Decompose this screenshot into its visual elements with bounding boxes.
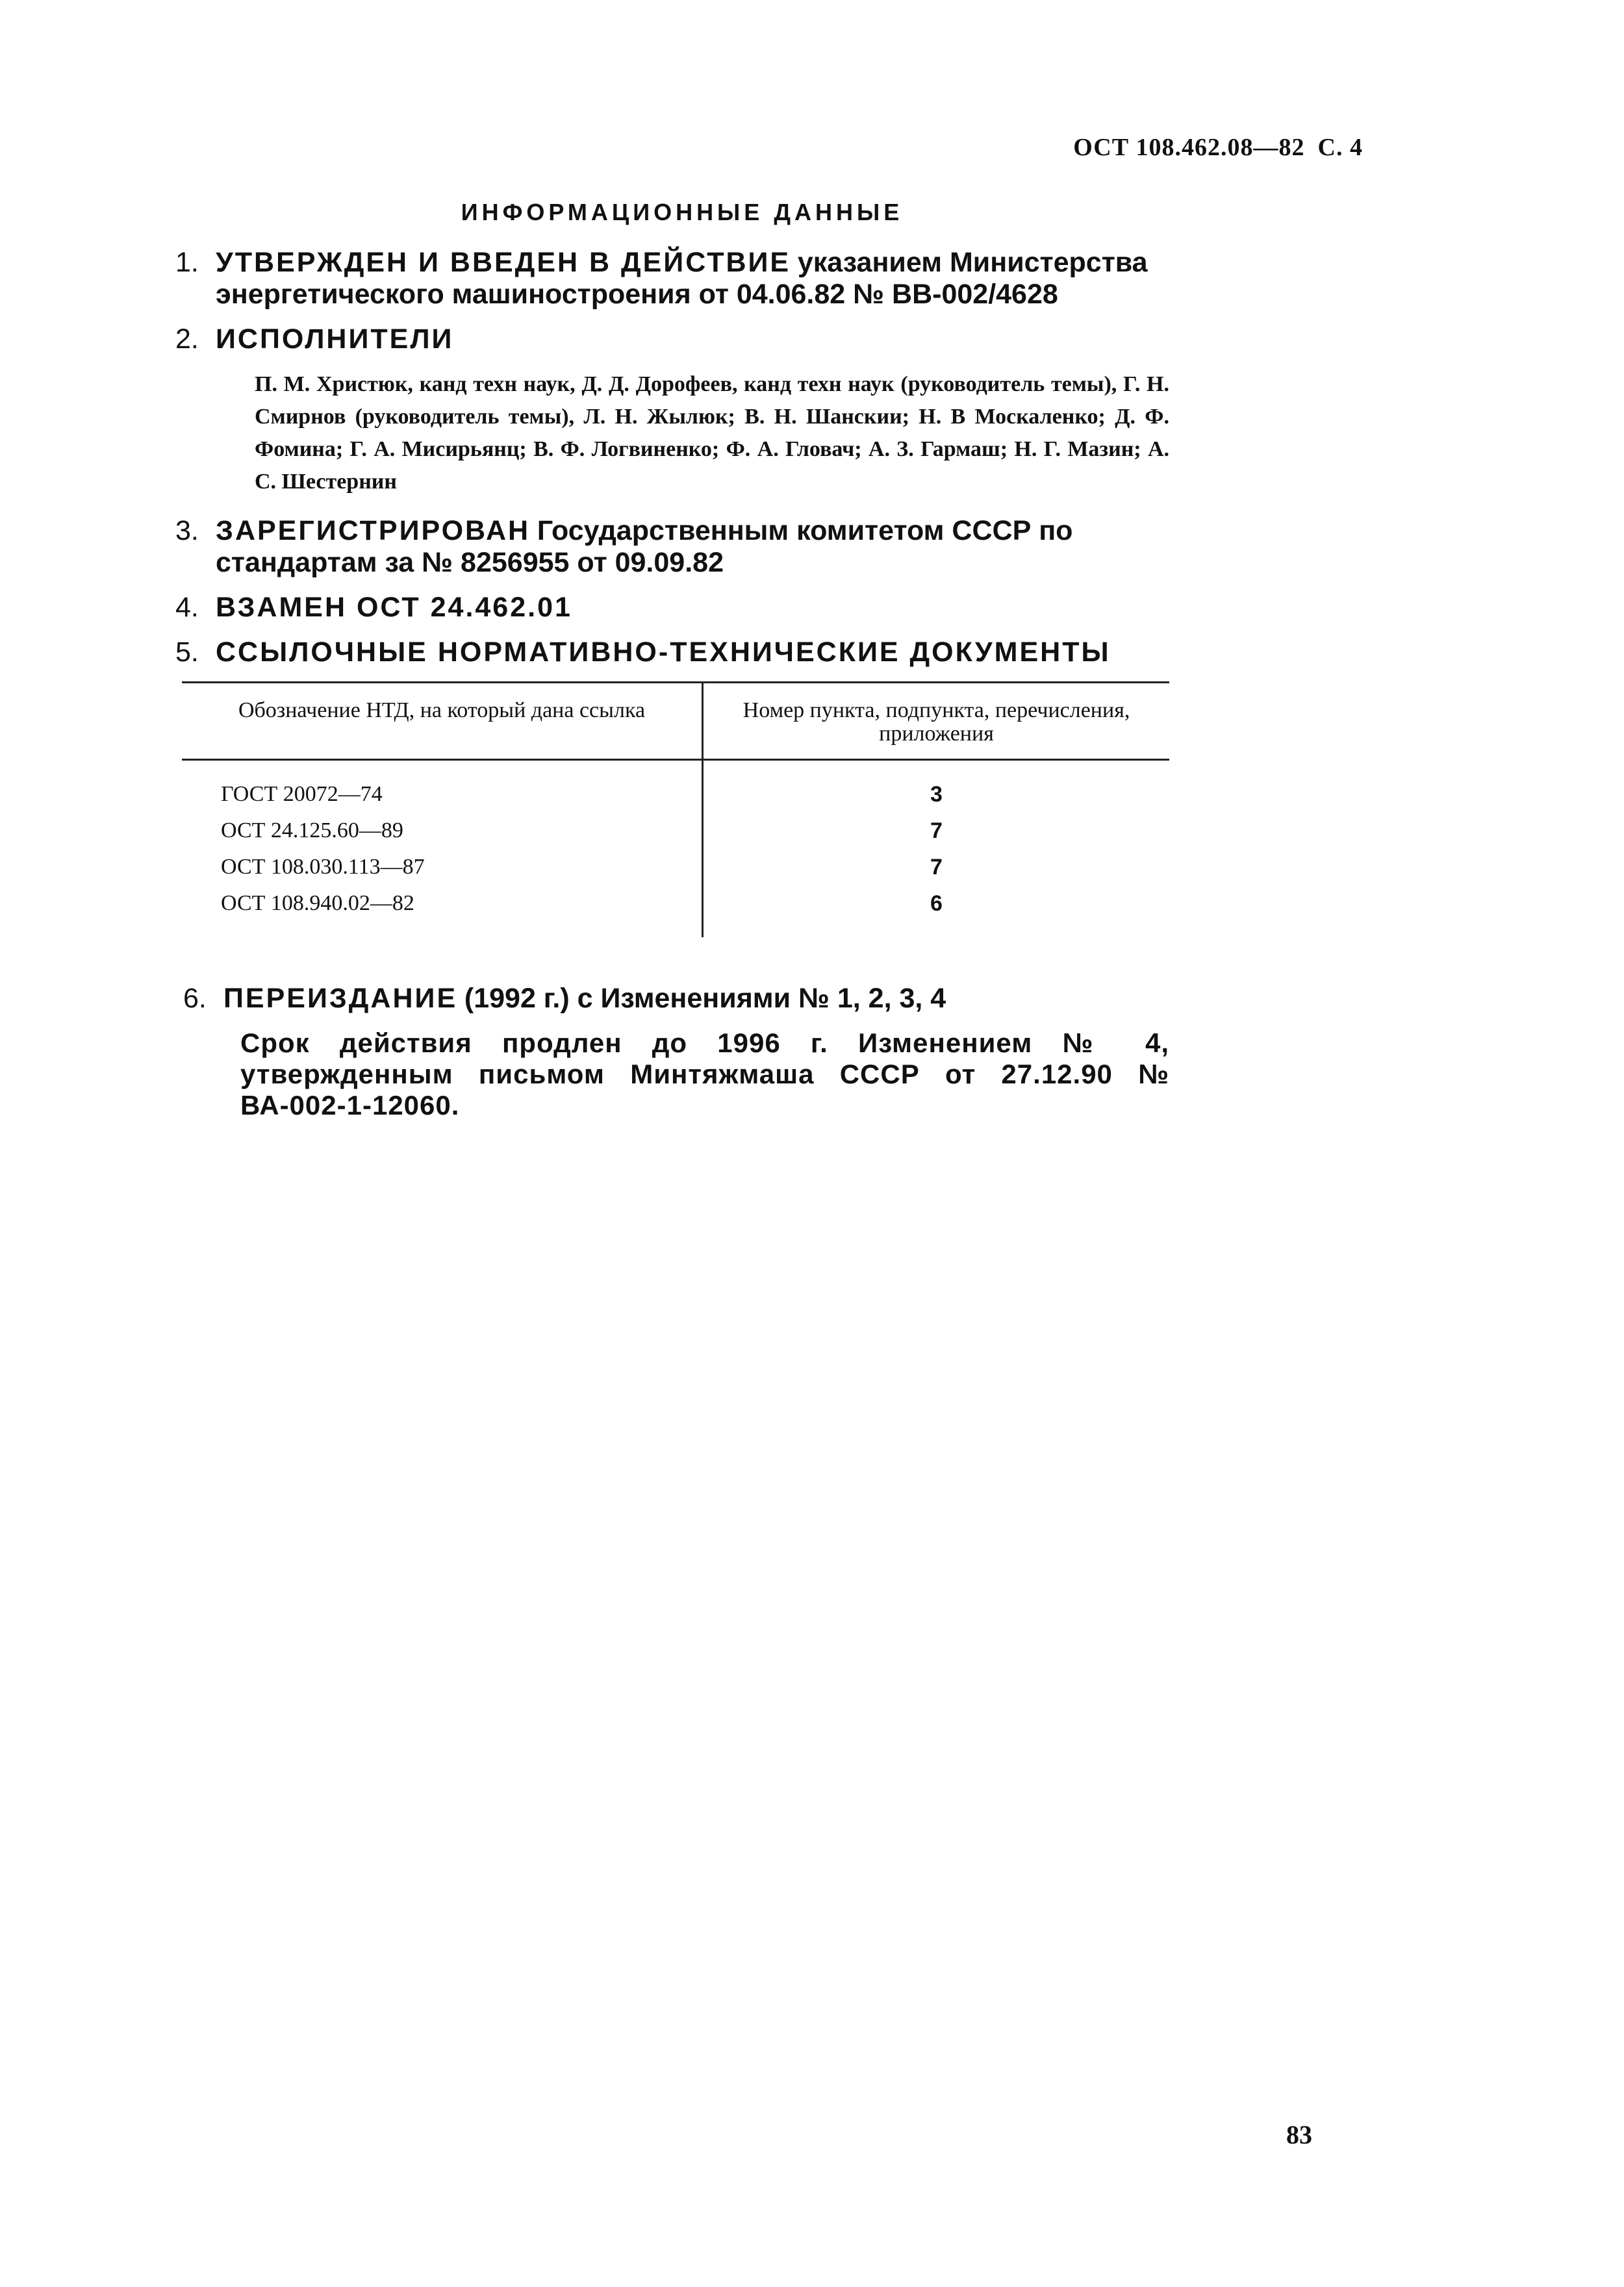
cell-clause: 7 (930, 855, 943, 879)
cell-clause: 3 (930, 782, 943, 807)
item-number: 5. (175, 637, 199, 668)
list-item (183, 983, 1169, 1015)
cell-designation: ГОСТ 20072—74 (182, 760, 703, 813)
table-header-row (182, 683, 1169, 760)
document-header (1073, 133, 1363, 162)
document-body (175, 247, 1169, 1121)
list-item (175, 515, 1169, 579)
item-heading: ВЗАМЕН ОСТ 24.462.01 (216, 592, 572, 623)
cell-designation: ОСТ 24.125.60—89 (182, 813, 703, 849)
table-row (182, 849, 1169, 885)
item-heading: ЗАРЕГИСТРИРОВАН (216, 515, 531, 546)
performers-list: П. М. Христюк, канд техн наук, Д. Д. Дорофеев, канд техн наук (руководитель темы), Г. Н. Смирнов (руководитель темы), Л. Н. Жылюк; В. Н. Шанскии; Н. В Москаленко; Д. Ф. Фомина; Г. А. Мисирьянц; В. Ф. Логвиненко; Ф. А. Гловач; А. З. Гармаш; Н. Г. Мазин; А. С. Шестернин (255, 372, 1169, 494)
item-number: 2. (175, 323, 199, 355)
item-number: 4. (175, 592, 199, 623)
item-text: (1992 г.) с Изменениями № 1, 2, 3, 4 (464, 983, 946, 1014)
cell-clause: 7 (930, 818, 943, 843)
cell-designation: ОСТ 108.940.02—82 (182, 885, 703, 937)
column-header-designation: Обозначение НТД, на который дана ссылка (182, 683, 703, 760)
page-label: С. 4 (1317, 134, 1363, 161)
list-item (175, 247, 1169, 310)
page-number: 83 (1286, 2120, 1312, 2149)
item-number: 3. (175, 515, 199, 546)
table-row (182, 760, 1169, 813)
cell-designation: ОСТ 108.030.113—87 (182, 849, 703, 885)
item-text: Государственным комитетом СССР по стандартам за № 8256955 от 09.09.82 (216, 515, 1073, 578)
table-row (182, 885, 1169, 937)
list-item (175, 637, 1169, 668)
list-item (175, 592, 1169, 624)
references-table (182, 681, 1169, 937)
item-heading: УТВЕРЖДЕН И ВВЕДЕН В ДЕЙСТВИЕ (216, 247, 791, 278)
table-row (182, 813, 1169, 849)
validity-extension-note: Срок действия продлен до 1996 г. Изменением № 4, утвержденным письмом Минтяжмаша СССР от 27.12.90 № ВА-002-1-12060. (240, 1028, 1169, 1120)
item-number: 1. (175, 247, 199, 278)
item-number: 6. (183, 983, 207, 1014)
column-header-clause: Номер пункта, подпункта, перечисления, приложения (703, 683, 1170, 760)
section-title: ИНФОРМАЦИОННЫЕ ДАННЫЕ (461, 199, 904, 225)
list-item (175, 323, 1169, 355)
item-heading: ССЫЛОЧНЫЕ НОРМАТИВНО-ТЕХНИЧЕСКИЕ ДОКУМЕНТЫ (216, 637, 1111, 668)
item-text: указанием Министерства энергетического машиностроения от 04.06.82 № ВВ-002/4628 (216, 247, 1148, 310)
item-heading: ИСПОЛНИТЕЛИ (216, 323, 454, 355)
item-heading: ПЕРЕИЗДАНИЕ (223, 983, 458, 1014)
cell-clause: 6 (930, 891, 943, 916)
document-code: ОСТ 108.462.08—82 (1073, 134, 1305, 161)
